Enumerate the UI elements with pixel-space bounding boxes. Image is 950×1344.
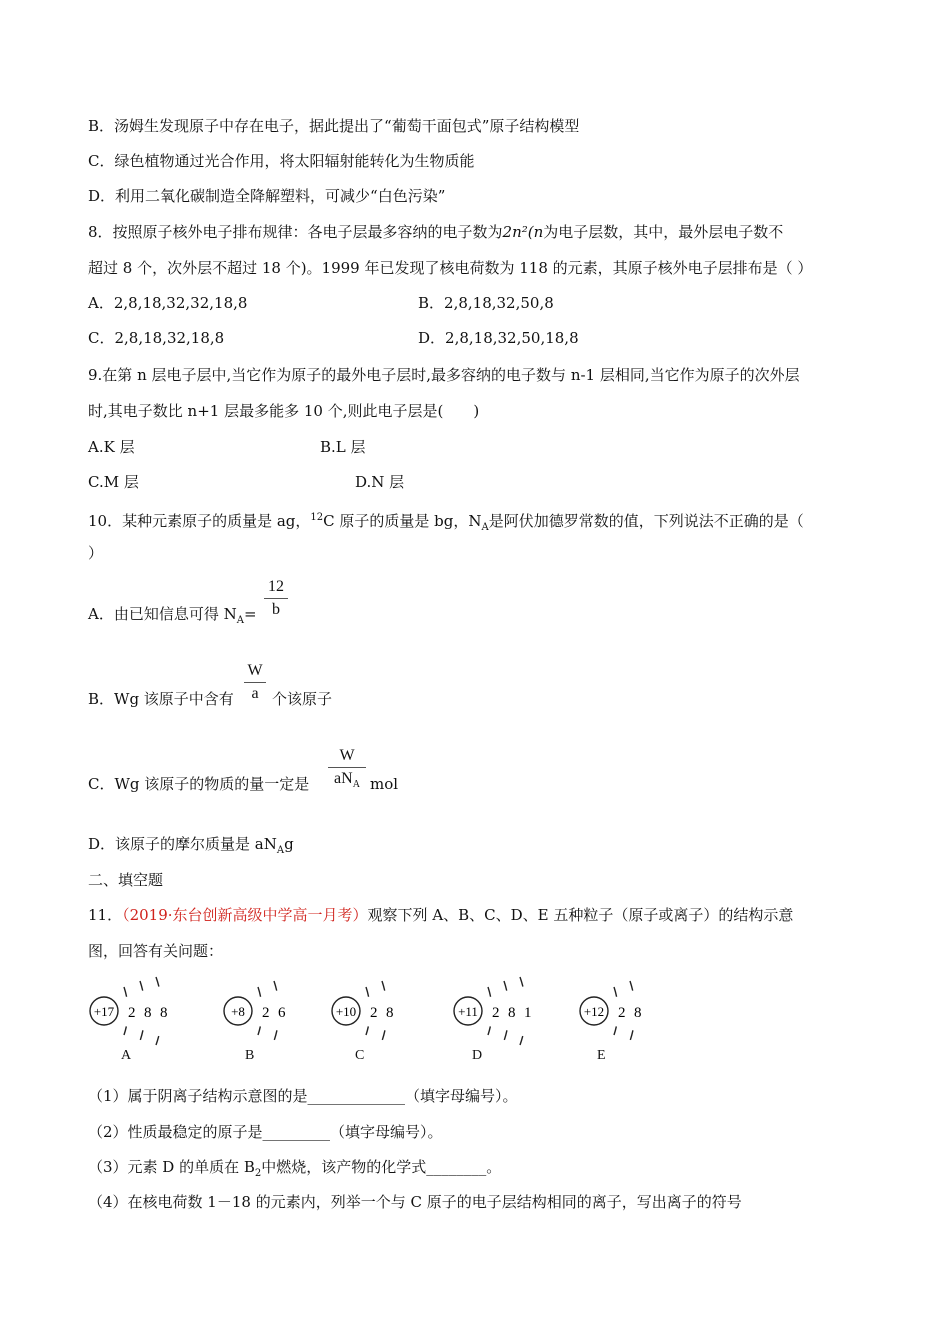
fraction-numerator: 12 <box>268 578 284 595</box>
svg-text:2: 2 <box>262 1005 270 1021</box>
svg-text:8: 8 <box>386 1005 394 1021</box>
q10-option-d: D．该原子的摩尔质量是 $aN_Ag$ <box>88 835 294 856</box>
q10-stem-line1: 10．某种元素原子的质量是 ag，$^{12}$C 原子的质量是 bg，$N_A$是阿伏加德罗常数的值，下列说法不正确的是（ <box>88 512 804 533</box>
q11-sub4: （4）在核电荷数 1－18 的元素内，列举一个与 C 原子的电子层结构相同的离子，写出离子的符号 <box>88 1193 742 1211</box>
svg-text:1: 1 <box>524 1005 532 1021</box>
atom-diagram-c <box>330 975 410 1049</box>
q10-option-a: A．由已知信息可得 $N_A=$ <box>88 605 257 626</box>
atom-diagram-b-label: B <box>245 1048 255 1063</box>
fraction-denominator: $aN_A$ <box>334 770 360 791</box>
q11-source: （2019·东台创新高级中学高一月考） <box>122 906 368 924</box>
svg-text:+11: +11 <box>458 1004 478 1019</box>
q11-sub2: （2）性质最稳定的原子是_________（填字母编号）。 <box>88 1123 443 1141</box>
q8-stem-line2: 超过 8 个，次外层不超过 18 个)。1999 年已发现了核电荷数为 118 的元素，其原子核外电子层排布是（ ） <box>88 259 813 277</box>
atom-diagram-e-label: E <box>597 1048 606 1063</box>
q11-stem-line1: 11．（2019·东台创新高级中学高一月考）观察下列 A、B、C、D、E 五种粒子（原子或离子）的结构示意 <box>88 906 794 924</box>
q8-option-d: D．2,8,18,32,50,18,8 <box>418 329 579 347</box>
svg-text:+8: +8 <box>231 1004 245 1019</box>
atom-diagram-a-label: A <box>121 1048 132 1063</box>
atom-diagram-b <box>222 975 302 1049</box>
atom-diagram-c-label: C <box>355 1048 365 1063</box>
q9-option-c: C.M 层 <box>88 473 139 491</box>
q7-option-c: C．绿色植物通过光合作用，将太阳辐射能转化为生物质能 <box>88 152 475 170</box>
atom-diagram-d-label: D <box>472 1048 483 1063</box>
q9-stem-line1: 9.在第 n 层电子层中,当它作为原子的最外电子层时,最多容纳的电子数与 n-1 层相同,当它作为原子的次外层 <box>88 366 800 384</box>
svg-text:+10: +10 <box>335 1004 357 1019</box>
q8-stem-line1: 8．按照原子核外电子排布规律：各电子层最多容纳的电子数为2n²(n为电子层数，其中，最外层电子数不 <box>88 223 784 241</box>
fraction-denominator: b <box>272 601 280 618</box>
svg-text:8: 8 <box>144 1005 152 1021</box>
fraction-numerator: W <box>339 747 355 764</box>
svg-text:8: 8 <box>160 1005 168 1021</box>
q9-option-d: D.N 层 <box>355 473 405 491</box>
q8-option-b: B．2,8,18,32,50,8 <box>418 294 554 312</box>
q10-stem-line2: ） <box>88 544 104 562</box>
q11-stem-line2: 图，回答有关问题： <box>88 942 224 960</box>
fraction-numerator: W <box>247 662 263 679</box>
q8-formula: 2n²(n <box>502 223 544 241</box>
q10-option-b: B．Wg 该原子中含有 <box>88 690 234 708</box>
svg-text:2: 2 <box>492 1005 500 1021</box>
q9-option-a: A.K 层 <box>88 438 135 456</box>
q10-option-c: C．Wg 该原子的物质的量一定是 <box>88 775 310 793</box>
svg-text:2: 2 <box>618 1005 626 1021</box>
svg-text:+17: +17 <box>93 1004 115 1019</box>
q9-stem-line2: 时,其电子数比 n+1 层最多能多 10 个,则此电子层是( ) <box>88 402 480 420</box>
q7-option-d: D．利用二氧化碳制造全降解塑料，可减少“白色污染” <box>88 187 446 205</box>
q8-option-c: C．2,8,18,32,18,8 <box>88 329 225 347</box>
q10-option-a-fraction <box>264 578 288 619</box>
svg-text:8: 8 <box>634 1005 642 1021</box>
svg-text:+12: +12 <box>583 1004 605 1019</box>
q9-option-b: B.L 层 <box>320 438 366 456</box>
fraction-denominator: a <box>251 685 259 702</box>
svg-text:6: 6 <box>278 1005 286 1021</box>
atom-diagram-d <box>452 975 542 1049</box>
q10-option-c-unit: mol <box>370 775 399 793</box>
q10-option-b-fraction <box>244 662 266 703</box>
q10-option-c-fraction <box>328 747 366 790</box>
q8-option-a: A．2,8,18,32,32,18,8 <box>88 294 248 312</box>
atom-diagram-a <box>88 975 178 1049</box>
svg-text:2: 2 <box>128 1005 136 1021</box>
q11-sub3: （3）元素 D 的单质在 $B_2$中燃烧，该产物的化学式________。 <box>88 1158 502 1179</box>
q11-sub1: （1）属于阴离子结构示意图的是_____________（填字母编号）。 <box>88 1087 518 1105</box>
svg-text:2: 2 <box>370 1005 378 1021</box>
section-title-fill-blank: 二、填空题 <box>88 871 164 889</box>
svg-text:8: 8 <box>508 1005 516 1021</box>
q7-option-b: B．汤姆生发现原子中存在电子，据此提出了“葡萄干面包式”原子结构模型 <box>88 117 580 135</box>
atom-diagram-e <box>578 975 658 1049</box>
q10-option-b-suffix: 个该原子 <box>272 690 333 708</box>
